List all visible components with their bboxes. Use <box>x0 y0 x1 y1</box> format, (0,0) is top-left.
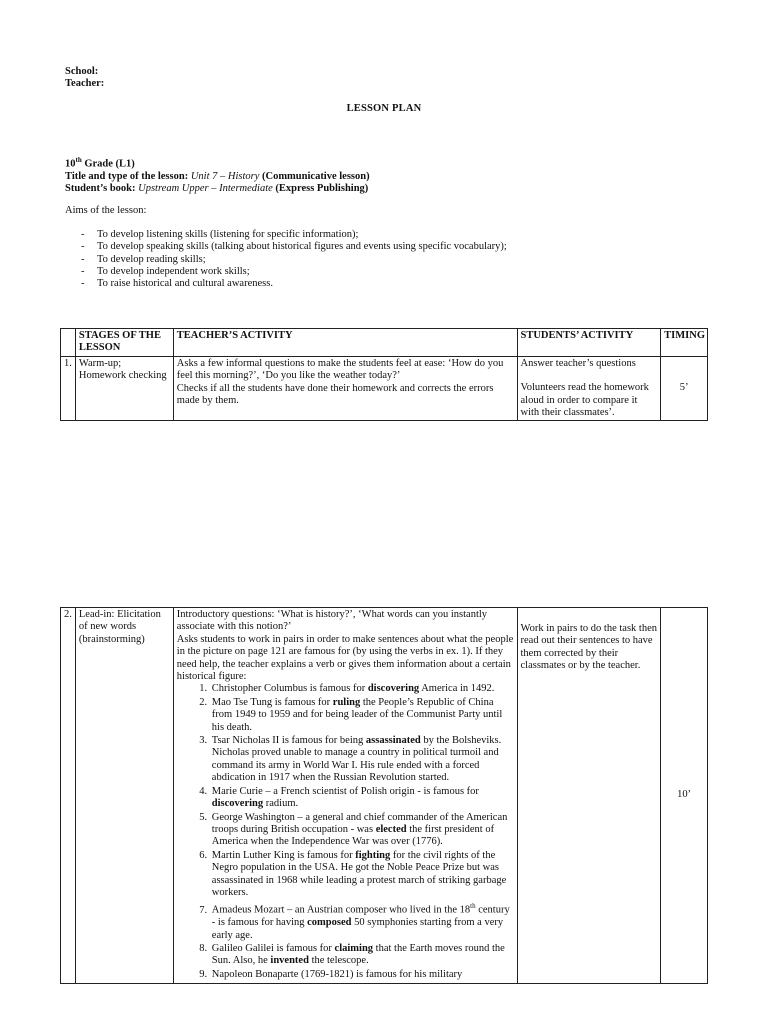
aim-text: To raise historical and cultural awareness. <box>97 278 273 290</box>
header-stages: STAGES OF THE LESSON <box>75 329 173 357</box>
historical-figures-list <box>177 683 514 981</box>
stage-cell: Lead-in: Elicitation of new words (brainstorming) <box>75 608 173 984</box>
teacher-text: Checks if all the students have done their homework and corrects the errors made by them. <box>176 382 494 407</box>
students-text: Work in pairs to do the task then read out their sentences to have them corrected by their classmates or by the teacher. <box>520 623 658 672</box>
fact-bold-text: claiming <box>334 943 374 955</box>
lesson-type: (Communicative lesson) <box>259 170 370 182</box>
table-row <box>61 356 708 421</box>
lesson-table-page2 <box>60 607 708 984</box>
fact-bold-text: elected <box>375 823 407 835</box>
header-block <box>65 66 104 89</box>
grade-number: 10 <box>65 158 76 170</box>
lesson-table-page1 <box>60 328 708 421</box>
book-value: Upstream Upper – Intermediate <box>138 182 273 194</box>
students-activity-cell <box>517 356 661 421</box>
aim-text: To develop independent work skills; <box>97 265 250 277</box>
grade-superscript: th <box>75 156 82 164</box>
fact-post-text: 50 symphonies starting from a very early age. <box>211 917 504 941</box>
aims-label: Aims of the lesson: <box>65 205 147 216</box>
lesson-info <box>65 154 370 195</box>
fact-post-text: for the civil rights of the Negro population in the USA. He got the Noble Peace Prize but was assassinated in 1968 while leading a protest march of striking garbage workers. <box>211 849 507 898</box>
row-number: 1. <box>61 356 76 421</box>
row-number: 2. <box>61 608 76 984</box>
list-item <box>210 969 514 981</box>
header-timing: TIMING <box>661 329 708 357</box>
teacher-text: Asks students to work in pairs in order to make sentences about what the people in the picture on page 121 are famous for (by using the verbs in ex. 1). If they need help, the teacher explains a verb or gives them information about a certain historical figure: <box>176 633 514 683</box>
fact-bold-text: assassinated <box>365 735 421 747</box>
fact-pre-text: Tsar Nicholas II is famous for being <box>211 735 366 747</box>
students-text: Answer teacher’s questions <box>520 357 636 369</box>
lesson-title-value: Unit 7 – History <box>190 170 260 182</box>
teacher-activity-cell <box>173 356 517 421</box>
school-label: School: <box>65 66 99 77</box>
fact-sup-text: th <box>470 902 476 911</box>
fact-bold-text: ruling <box>332 696 361 708</box>
list-item <box>210 683 514 695</box>
header-teacher-activity: TEACHER’S ACTIVITY <box>173 329 517 357</box>
aim-item: - To develop independent work skills; <box>81 265 250 277</box>
header-number <box>61 329 76 357</box>
spacer <box>521 370 658 382</box>
fact-pre-text: Mao Tse Tung is famous for <box>211 696 333 708</box>
fact-bold-text: invented <box>270 955 309 967</box>
fact-post-text: America in 1492. <box>419 683 495 695</box>
fact-post-text: by the Bolsheviks. Nicholas proved unable to manage a country in political turmoil and command its army in World War I. His rule ended with a forced abdication in 1917 when the Russian Revolution started. <box>211 735 502 784</box>
list-item <box>210 735 514 785</box>
header-students-activity: STUDENTS’ ACTIVITY <box>517 329 661 357</box>
fact-pre-text: Amadeus Mozart – an Austrian composer who lived in the 18 <box>211 904 471 916</box>
students-text: Volunteers read the homework aloud in order to compare it with their classmates’. <box>520 382 649 419</box>
book-label: Student’s book: <box>65 182 139 194</box>
list-item <box>210 900 514 942</box>
teacher-text: Introductory questions: ‘What is history?’, ‘What words can you instantly associate with this notion?’ <box>176 609 488 633</box>
fact-post-text: the telescope. <box>308 955 369 967</box>
fact-bold-text: discovering <box>211 798 264 810</box>
list-item <box>210 697 514 734</box>
timing-cell: 10’ <box>661 608 708 984</box>
grade-text: Grade (L1) <box>81 158 135 170</box>
list-item <box>210 812 514 849</box>
fact-post-text: that the Earth moves round the Sun. Also, he <box>211 943 505 967</box>
timing-cell: 5’ <box>661 356 708 421</box>
aim-item: - To develop listening skills (listening for specific information); <box>81 229 359 240</box>
table-header-row <box>61 329 708 357</box>
lesson-title-line <box>65 171 370 183</box>
fact-bold-text: fighting <box>355 849 391 861</box>
students-book-line <box>65 183 370 195</box>
fact-pre-text: Martin Luther King is famous for <box>211 849 356 861</box>
aims-list <box>81 229 507 290</box>
aim-item: - To raise historical and cultural awareness. <box>81 278 273 290</box>
teacher-label: Teacher: <box>65 77 105 89</box>
fact-pre-text: Napoleon Bonaparte (1769-1821) is famous for his military <box>211 968 463 980</box>
fact-bold-text: discovering <box>367 683 420 695</box>
list-item <box>210 943 514 968</box>
aim-item: - To develop speaking skills (talking about historical figures and events using specific vocabulary); <box>81 241 507 253</box>
students-activity-cell <box>517 608 661 984</box>
aim-item: - To develop reading skills; <box>81 253 206 265</box>
fact-pre-text: Marie Curie – a French scientist of Polish origin - is famous for <box>211 785 479 797</box>
fact-pre-text: George Washington – a general and chief commander of the American troops during British occupation - was <box>211 811 508 835</box>
table-row <box>61 608 708 984</box>
aim-text: To develop listening skills (listening for specific information); <box>97 229 359 240</box>
fact-pre-text: Christopher Columbus is famous for <box>211 683 368 695</box>
aim-text: To develop speaking skills (talking about historical figures and events using specific vocabulary); <box>97 241 507 253</box>
teacher-text: Asks a few informal questions to make the students feel at ease: ‘How do you feel this morning?’, ‘Do you like the weather today?’ <box>176 357 504 382</box>
book-publisher: (Express Publishing) <box>272 182 369 194</box>
fact-post-text: the People’s Republic of China from 1949 to 1959 and for being leader of the Communist Party until his death. <box>211 696 503 733</box>
list-item <box>210 850 514 900</box>
fact-post-text: radium. <box>263 798 299 810</box>
lesson-title-label: Title and type of the lesson: <box>65 170 191 182</box>
grade-line <box>65 154 370 171</box>
list-item <box>210 786 514 811</box>
stage-cell: Warm-up; Homework checking <box>75 356 173 421</box>
fact-pre-text: Galileo Galilei is famous for <box>211 943 335 955</box>
page-title: LESSON PLAN <box>346 103 422 114</box>
teacher-activity-cell <box>173 608 517 984</box>
aim-text: To develop reading skills; <box>97 253 206 265</box>
fact-bold-text: composed <box>307 917 352 929</box>
fact-pre-text: century - is famous for having <box>211 904 510 929</box>
fact-post-text: the first president of America when the Independence War was over (1776). <box>211 823 495 848</box>
